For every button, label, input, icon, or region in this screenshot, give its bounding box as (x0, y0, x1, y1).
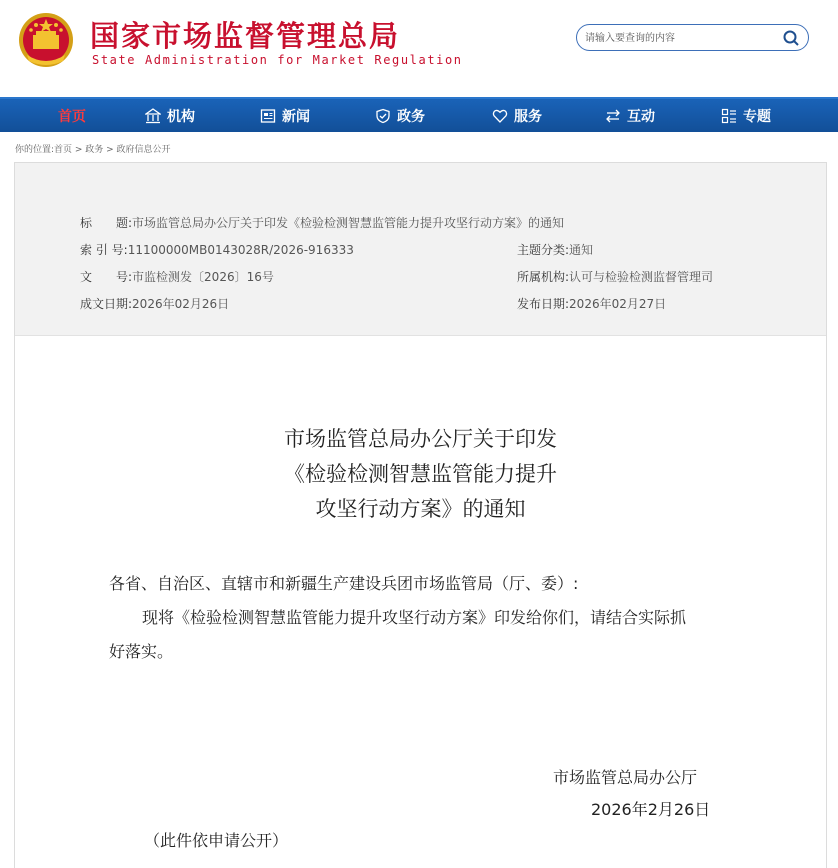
meta-org: 所属机构:认可与检验检测监督管理司 (517, 270, 714, 284)
meta-created: 成文日期:2026年02月26日 (80, 297, 230, 311)
doc-note: （此件依申请公开） (144, 831, 289, 850)
nav-item-label: 服务 (514, 108, 542, 125)
list-icon (721, 108, 737, 124)
search-input[interactable] (585, 29, 775, 47)
meta-topic: 主题分类:通知 (517, 243, 594, 257)
nav-item-topics[interactable] (721, 99, 771, 132)
article-frame (14, 162, 827, 868)
nav-item-label: 专题 (743, 108, 771, 125)
nav-item-service[interactable] (492, 99, 542, 132)
doc-date: 2026年2月26日 (591, 800, 711, 819)
doc-addressee: 各省、自治区、直辖市和新疆生产建设兵团市场监管局（厅、委）: (109, 574, 579, 593)
meta-title: 标 题:市场监管总局办公厅关于印发《检验检测智慧监管能力提升攻坚行动方案》的通知 (80, 216, 565, 230)
doc-title-line-1: 市场监管总局办公厅关于印发 (284, 427, 557, 451)
nav-item-organization[interactable] (145, 99, 195, 132)
doc-title-line-2: 《检验检测智慧监管能力提升 (284, 462, 557, 486)
doc-body-line-2: 好落实。 (109, 642, 174, 661)
news-icon (260, 108, 276, 124)
building-icon (145, 108, 161, 124)
doc-title-line-3: 攻坚行动方案》的通知 (315, 497, 526, 521)
nav-item-label: 政务 (397, 108, 425, 125)
main-nav (0, 97, 838, 132)
meta-docno: 文 号:市监检测发〔2026〕16号 (80, 270, 274, 284)
nav-item-home[interactable] (58, 99, 86, 132)
search-icon[interactable] (782, 29, 800, 47)
heart-icon (492, 108, 508, 124)
meta-index: 索 引 号:11100000MB0143028R/2026-916333 (80, 243, 354, 257)
nav-item-label: 首页 (58, 108, 86, 125)
site-name-cn[interactable]: 国家市场监督管理总局 (90, 19, 401, 53)
meta-published: 发布日期:2026年02月27日 (517, 297, 667, 311)
nav-item-interaction[interactable] (605, 99, 655, 132)
nav-item-label: 新闻 (282, 108, 310, 125)
search-box (576, 24, 809, 51)
nav-item-label: 机构 (167, 108, 195, 125)
breadcrumb[interactable]: 你的位置:首页 > 政务 > 政府信息公开 (15, 145, 171, 155)
swap-icon (605, 108, 621, 124)
document-metadata (15, 163, 826, 336)
doc-signer: 市场监管总局办公厅 (553, 768, 698, 787)
nav-item-label: 互动 (627, 108, 655, 125)
nav-item-government[interactable] (375, 99, 425, 132)
site-name-en: State Administration for Market Regulation (92, 53, 463, 67)
doc-body-line-1: 现将《检验检测智慧监管能力提升攻坚行动方案》印发给你们，请结合实际抓 (142, 608, 687, 627)
site-header (0, 0, 838, 97)
shield-icon (375, 108, 391, 124)
nav-item-news[interactable] (260, 99, 310, 132)
national-emblem-icon[interactable] (17, 11, 75, 71)
